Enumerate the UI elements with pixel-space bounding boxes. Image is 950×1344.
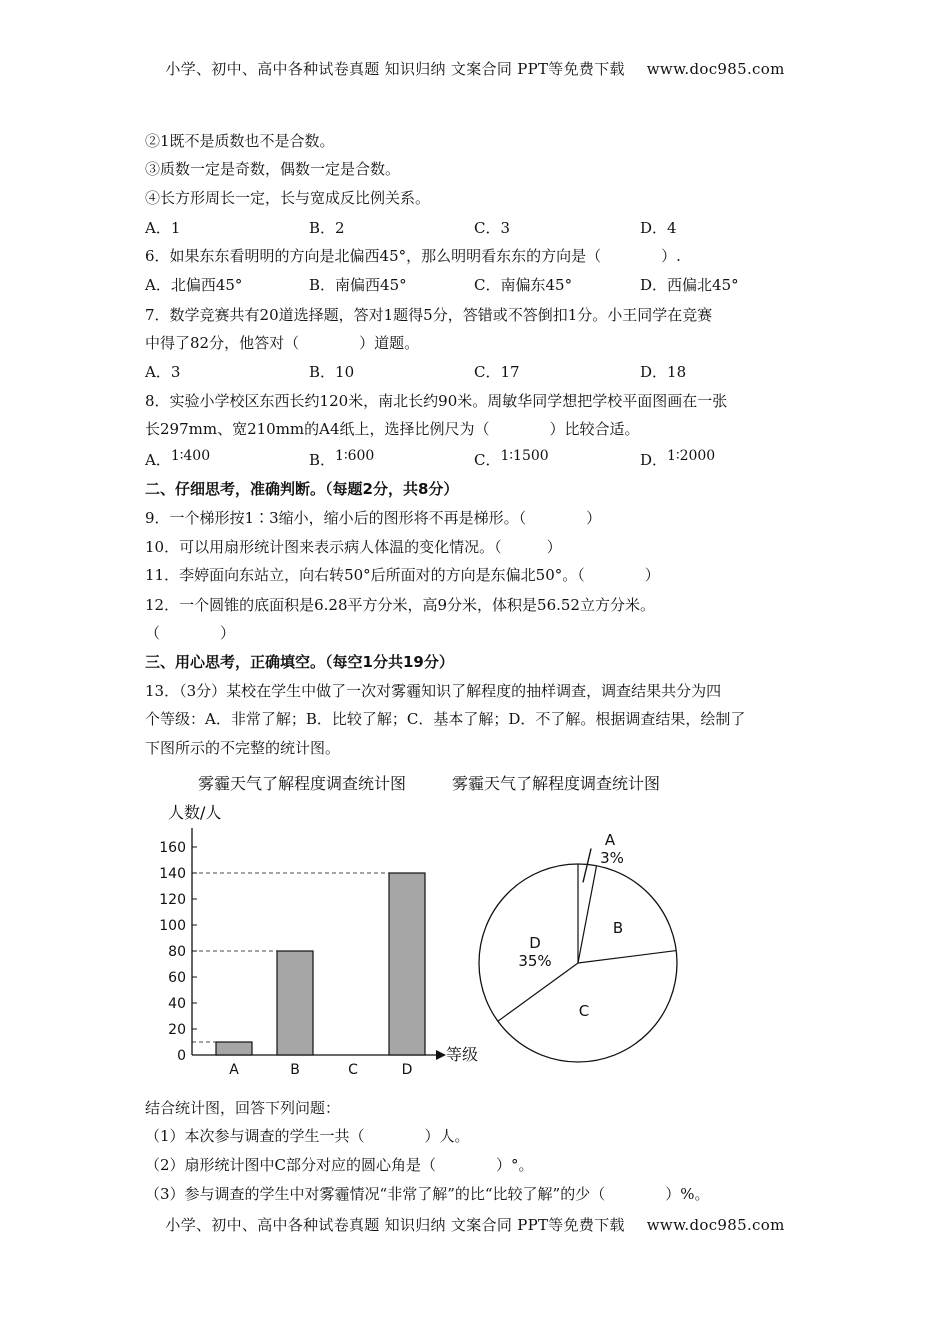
bar-chart-ytick-label: 40 <box>168 996 186 1012</box>
q8-option-d[interactable] <box>640 450 715 471</box>
q6-option-d[interactable]: D．西偏北45° <box>640 276 739 294</box>
bar-b <box>277 951 313 1055</box>
q7-option-d[interactable]: D．18 <box>640 363 687 381</box>
q13-line2: 个等级：A．非常了解；B．比较了解；C．基本了解；D．不了解。根据调查结果，绘制了 <box>145 710 746 728</box>
pie-percent-d: 35% <box>518 952 552 970</box>
q5-statement-2: ②1既不是质数也不是合数。 <box>145 132 335 150</box>
bar-chart-category-label: C <box>348 1062 358 1078</box>
footer-text: 小学、初中、高中各种试卷真题 知识归纳 文案合同 PPT等免费下载 <box>165 1216 625 1234</box>
bar-chart-category-label: D <box>401 1062 413 1078</box>
q8-option-c[interactable] <box>474 450 549 471</box>
bar-chart-xlabel: 等级 <box>446 1045 479 1064</box>
q6-option-b[interactable]: B．南偏西45° <box>309 276 407 294</box>
q6-option-c[interactable]: C．南偏东45° <box>474 276 573 294</box>
q8-stem-line1: 8．实验小学校区东西长约120米，南北长约90米。周敏华同学想把学校平面图画在一张 <box>145 392 728 410</box>
q8-option-d-label: D． <box>640 451 668 469</box>
bar-chart-category-label: A <box>229 1062 239 1078</box>
q7-option-b[interactable]: B．10 <box>309 363 355 381</box>
pie-chart <box>470 820 710 1070</box>
q13-sub3: （3）参与调查的学生中对雾霾情况“非常了解”的比“比较了解”的少（ ）%。 <box>145 1185 710 1203</box>
header-site[interactable]: www.doc985.com <box>646 60 785 78</box>
q6-option-a[interactable]: A．北偏西45° <box>145 276 243 294</box>
bar-chart-ytick-label: 80 <box>168 944 186 960</box>
q10-stem: 10．可以用扇形统计图来表示病人体温的变化情况。（ ） <box>145 538 562 556</box>
q8-ratio-b: 1∶600 <box>335 448 375 464</box>
section-2-title: 二、仔细思考，准确判断。（每题2分，共8分） <box>145 480 459 498</box>
q8-option-b-label: B． <box>309 451 336 469</box>
pie-label-d: D <box>529 934 541 952</box>
q12-stem: 12．一个圆锥的底面积是6.28平方分米，高9分米，体积是56.52立方分米。 <box>145 596 655 614</box>
q5-option-a[interactable]: A．1 <box>145 219 181 237</box>
q5-statement-4: ④长方形周长一定，长与宽成反比例关系。 <box>145 189 431 207</box>
bar-d <box>389 873 425 1055</box>
q8-option-b[interactable] <box>309 450 374 471</box>
bar-chart-x-arrow <box>436 1050 446 1060</box>
section-3-title: 三、用心思考，正确填空。（每空1分共19分） <box>145 653 454 671</box>
header-text: 小学、初中、高中各种试卷真题 知识归纳 文案合同 PPT等免费下载 <box>165 60 625 78</box>
bar-chart-ytick-label: 100 <box>159 918 186 934</box>
bar-chart-ytick-label: 140 <box>159 866 186 882</box>
q8-ratio-d: 1∶2000 <box>667 448 716 464</box>
pie-label-b: B <box>612 919 624 937</box>
pie-label-a: A <box>604 831 616 849</box>
q9-stem: 9．一个梯形按1∶3缩小，缩小后的图形将不再是梯形。（ ） <box>145 509 602 527</box>
q7-option-a[interactable]: A．3 <box>145 363 181 381</box>
q8-stem-line2: 长297mm、宽210mm的A4纸上，选择比例尺为（ ）比较合适。 <box>145 420 640 438</box>
bar-chart-ytick-label: 0 <box>177 1048 186 1064</box>
q13-sub1: （1）本次参与调查的学生一共（ ）人。 <box>145 1127 470 1145</box>
q8-option-c-label: C． <box>474 451 501 469</box>
q13-intro: 结合统计图，回答下列问题： <box>145 1099 341 1117</box>
pie-percent-a: 3% <box>600 849 624 867</box>
q5-option-b[interactable]: B．2 <box>309 219 345 237</box>
bar-chart-ytick-label: 60 <box>168 970 186 986</box>
q8-ratio-c: 1∶1500 <box>500 448 549 464</box>
bar-chart-category-label: B <box>290 1062 300 1078</box>
page-header <box>0 58 950 79</box>
bar-chart-ylabel: 人数/人 <box>168 803 222 822</box>
page-footer <box>0 1214 950 1235</box>
q12-answer-blank[interactable]: （ ） <box>145 624 236 642</box>
q13-line3: 下图所示的不完整的统计图。 <box>145 739 341 757</box>
q8-option-a-label: A． <box>145 451 171 469</box>
pie-chart-title: 雾霾天气了解程度调查统计图 <box>452 774 661 793</box>
bar-chart-ytick-label: 160 <box>159 840 186 856</box>
q13-line1: 13．（3分）某校在学生中做了一次对雾霾知识了解程度的抽样调查，调查结果共分为四 <box>145 682 722 700</box>
q5-statement-3: ③质数一定是奇数，偶数一定是合数。 <box>145 160 401 178</box>
q5-option-c[interactable]: C．3 <box>474 219 511 237</box>
q6-stem: 6．如果东东看明明的方向是北偏西45°，那么明明看东东的方向是（ ）. <box>145 247 681 265</box>
footer-site[interactable]: www.doc985.com <box>646 1216 785 1234</box>
q8-option-a[interactable] <box>145 450 210 471</box>
q7-stem-line1: 7．数学竞赛共有20道选择题，答对1题得5分，答错或不答倒扣1分。小王同学在竞赛 <box>145 306 713 324</box>
q11-stem: 11．李婷面向东站立，向右转50°后所面对的方向是东偏北50°。（ ） <box>145 566 660 584</box>
q7-option-c[interactable]: C．17 <box>474 363 520 381</box>
q8-ratio-a: 1∶400 <box>170 448 211 464</box>
bar-chart-title: 雾霾天气了解程度调查统计图 <box>198 774 407 793</box>
q5-option-d[interactable]: D．4 <box>640 219 677 237</box>
q13-sub2: （2）扇形统计图中C部分对应的圆心角是（ ）°。 <box>145 1156 534 1174</box>
bar-a <box>216 1042 252 1055</box>
q7-stem-line2: 中得了82分，他答对（ ）道题。 <box>145 334 420 352</box>
pie-label-c: C <box>578 1002 590 1020</box>
bar-chart <box>150 798 490 1083</box>
bar-chart-ytick-label: 120 <box>159 892 186 908</box>
bar-chart-ytick-label: 20 <box>168 1022 186 1038</box>
